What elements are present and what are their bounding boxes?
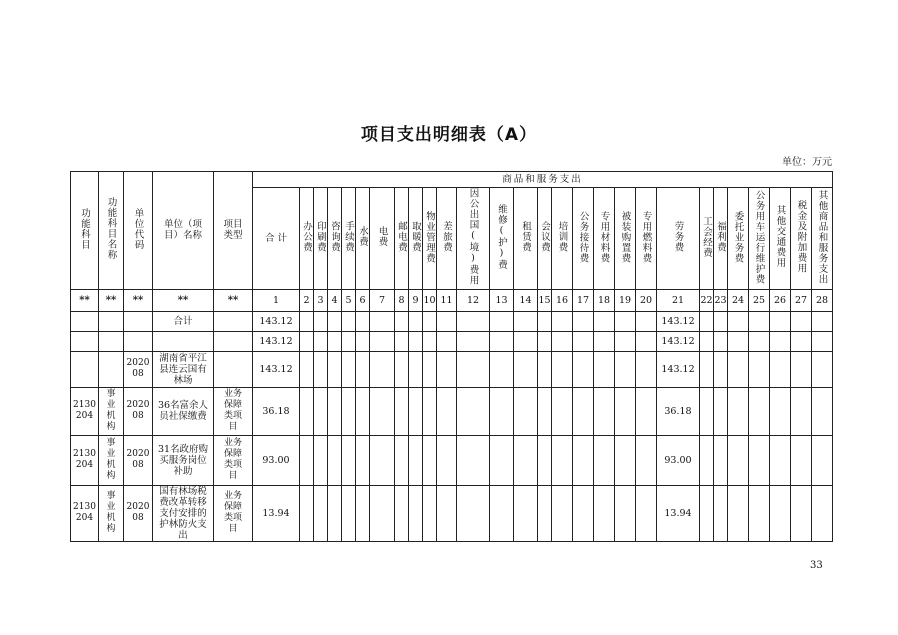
row-empty-cell [370, 485, 395, 541]
row-empty-cell [395, 387, 409, 435]
row-empty-cell [594, 435, 615, 485]
row-empty-cell [552, 351, 573, 387]
row-empty-cell [457, 387, 490, 435]
index-cell: 4 [328, 289, 342, 311]
row-empty-cell [356, 387, 370, 435]
row-empty-cell [300, 387, 314, 435]
row-empty-cell [573, 485, 594, 541]
row-empty-cell [342, 387, 356, 435]
row-empty-cell [457, 351, 490, 387]
header-col-6: 水费 [356, 188, 370, 290]
row-proj-type [214, 351, 253, 387]
row-empty-cell [328, 331, 342, 351]
row-proj-type: 业务保障类项目 [214, 435, 253, 485]
row-empty-cell [490, 485, 514, 541]
row-empty-cell [370, 435, 395, 485]
index-cell: 23 [714, 289, 728, 311]
row-empty-cell [490, 435, 514, 485]
row-empty-cell [615, 331, 636, 351]
expense-table [70, 171, 833, 542]
row-empty-cell [423, 387, 437, 435]
row-empty-cell [700, 351, 714, 387]
row-empty-cell [538, 485, 552, 541]
row-labor-fee: 13.94 [657, 485, 700, 541]
header-col-2: 办公费 [300, 188, 314, 290]
row-empty-cell [714, 435, 728, 485]
header-col-23: 福利费 [714, 188, 728, 290]
row-empty-cell [490, 387, 514, 435]
row-empty-cell [370, 387, 395, 435]
header-unit-name: 单位（项目）名称 [153, 172, 214, 290]
row-empty-cell [437, 485, 457, 541]
header-col-4: 咨询费 [328, 188, 342, 290]
row-func-code [71, 351, 99, 387]
row-func-code [71, 311, 99, 331]
row-empty-cell [594, 311, 615, 331]
row-empty-cell [395, 331, 409, 351]
row-empty-cell [538, 351, 552, 387]
row-empty-cell [573, 351, 594, 387]
row-empty-cell [370, 351, 395, 387]
row-empty-cell [552, 387, 573, 435]
index-cell: 13 [490, 289, 514, 311]
row-empty-cell [714, 387, 728, 435]
index-cell: 24 [728, 289, 749, 311]
row-empty-cell [615, 311, 636, 331]
row-empty-cell [573, 435, 594, 485]
header-col-12: 因公出国(境)费用 [457, 188, 490, 290]
row-unit-code: 202008 [124, 485, 153, 541]
row-empty-cell [749, 311, 770, 331]
row-empty-cell [714, 311, 728, 331]
index-cell: 18 [594, 289, 615, 311]
row-empty-cell [490, 331, 514, 351]
row-empty-cell [395, 435, 409, 485]
row-empty-cell [328, 485, 342, 541]
index-cell: 8 [395, 289, 409, 311]
header-func: 功能科目 [71, 172, 99, 290]
row-empty-cell [356, 485, 370, 541]
header-col-18: 专用材料费 [594, 188, 615, 290]
row-empty-cell [457, 311, 490, 331]
row-empty-cell [314, 485, 328, 541]
unit-label: 单位：万元 [782, 157, 832, 168]
row-empty-cell [314, 435, 328, 485]
row-empty-cell [552, 435, 573, 485]
index-cell: 27 [791, 289, 812, 311]
header-col-21: 劳务费 [657, 188, 700, 290]
row-empty-cell [728, 485, 749, 541]
row-total: 143.12 [253, 331, 300, 351]
row-empty-cell [728, 435, 749, 485]
row-empty-cell [409, 351, 423, 387]
row-empty-cell [457, 485, 490, 541]
row-unit-code: 202008 [124, 387, 153, 435]
index-cell: 25 [749, 289, 770, 311]
row-empty-cell [409, 311, 423, 331]
row-empty-cell [728, 351, 749, 387]
header-col-27: 税金及附加费用 [791, 188, 812, 290]
row-empty-cell [300, 351, 314, 387]
row-labor-fee: 143.12 [657, 311, 700, 331]
row-empty-cell [749, 435, 770, 485]
row-unit-name [153, 331, 214, 351]
table-row [71, 351, 833, 387]
row-empty-cell [573, 331, 594, 351]
row-empty-cell [552, 311, 573, 331]
row-empty-cell [395, 485, 409, 541]
index-row [71, 289, 833, 311]
header-col-8: 邮电费 [395, 188, 409, 290]
row-labor-fee: 143.12 [657, 331, 700, 351]
row-labor-fee: 36.18 [657, 387, 700, 435]
row-total: 93.00 [253, 435, 300, 485]
row-empty-cell [700, 435, 714, 485]
row-empty-cell [300, 485, 314, 541]
row-empty-cell [615, 485, 636, 541]
row-empty-cell [636, 331, 657, 351]
row-empty-cell [300, 435, 314, 485]
row-unit-name: 31名政府购买服务岗位补助 [153, 435, 214, 485]
row-empty-cell [395, 351, 409, 387]
header-col-26: 其他交通费用 [770, 188, 791, 290]
row-empty-cell [437, 387, 457, 435]
row-empty-cell [615, 351, 636, 387]
row-func-name [99, 311, 124, 331]
row-proj-type: 业务保障类项目 [214, 485, 253, 541]
row-func-code: 2130204 [71, 485, 99, 541]
index-cell: 16 [552, 289, 573, 311]
row-empty-cell [342, 351, 356, 387]
header-proj-type: 项目类型 [214, 172, 253, 290]
row-empty-cell [538, 435, 552, 485]
row-unit-code [124, 331, 153, 351]
header-group: 商品和服务支出 [253, 172, 833, 188]
row-empty-cell [423, 485, 437, 541]
row-empty-cell [300, 311, 314, 331]
row-empty-cell [749, 485, 770, 541]
row-empty-cell [728, 311, 749, 331]
index-cell: 5 [342, 289, 356, 311]
row-empty-cell [423, 311, 437, 331]
row-empty-cell [314, 311, 328, 331]
row-func-name [99, 351, 124, 387]
row-empty-cell [728, 387, 749, 435]
page-title: 项目支出明细表（A） [360, 125, 538, 145]
row-empty-cell [514, 485, 538, 541]
row-empty-cell [370, 331, 395, 351]
row-empty-cell [514, 311, 538, 331]
row-empty-cell [636, 387, 657, 435]
row-empty-cell [728, 331, 749, 351]
index-cell: 11 [437, 289, 457, 311]
row-empty-cell [812, 351, 833, 387]
row-empty-cell [514, 331, 538, 351]
row-empty-cell [437, 331, 457, 351]
row-unit-name: 36名富余人员社保缴费 [153, 387, 214, 435]
row-empty-cell [409, 435, 423, 485]
row-empty-cell [514, 387, 538, 435]
row-empty-cell [594, 387, 615, 435]
row-empty-cell [409, 331, 423, 351]
header-col-15: 会议费 [538, 188, 552, 290]
index-cell: 3 [314, 289, 328, 311]
row-empty-cell [328, 311, 342, 331]
row-empty-cell [636, 311, 657, 331]
row-empty-cell [552, 485, 573, 541]
page-number: 33 [810, 560, 823, 571]
row-empty-cell [791, 435, 812, 485]
row-empty-cell [573, 387, 594, 435]
row-empty-cell [328, 351, 342, 387]
row-total: 143.12 [253, 351, 300, 387]
row-empty-cell [791, 311, 812, 331]
row-empty-cell [594, 351, 615, 387]
header-col-7: 电费 [370, 188, 395, 290]
row-empty-cell [356, 311, 370, 331]
row-empty-cell [328, 435, 342, 485]
row-empty-cell [314, 331, 328, 351]
index-cell: 1 [253, 289, 300, 311]
row-empty-cell [328, 387, 342, 435]
index-cell: ** [124, 289, 153, 311]
row-empty-cell [314, 351, 328, 387]
row-empty-cell [409, 485, 423, 541]
row-empty-cell [812, 485, 833, 541]
row-empty-cell [812, 387, 833, 435]
header-col-11: 差旅费 [437, 188, 457, 290]
row-unit-name: 湖南省平江县连云国有林场 [153, 351, 214, 387]
row-empty-cell [594, 485, 615, 541]
row-empty-cell [423, 331, 437, 351]
header-col-25: 公务用车运行维护费 [749, 188, 770, 290]
row-empty-cell [770, 387, 791, 435]
row-empty-cell [791, 351, 812, 387]
row-proj-type [214, 331, 253, 351]
row-empty-cell [342, 331, 356, 351]
header-col-22: 工会经费 [700, 188, 714, 290]
header-col-14: 租赁费 [514, 188, 538, 290]
row-empty-cell [538, 311, 552, 331]
row-empty-cell [636, 485, 657, 541]
row-empty-cell [409, 387, 423, 435]
row-empty-cell [423, 435, 437, 485]
row-empty-cell [749, 387, 770, 435]
header-col-20: 专用燃料费 [636, 188, 657, 290]
row-empty-cell [714, 331, 728, 351]
header-total: 合 计 [253, 188, 300, 290]
row-unit-code: 202008 [124, 351, 153, 387]
row-func-name: 事业机构 [99, 435, 124, 485]
table-row [71, 387, 833, 435]
row-func-name: 事业机构 [99, 485, 124, 541]
row-empty-cell [314, 387, 328, 435]
row-empty-cell [749, 351, 770, 387]
index-cell: ** [214, 289, 253, 311]
index-cell: 14 [514, 289, 538, 311]
index-cell: 22 [700, 289, 714, 311]
row-empty-cell [791, 485, 812, 541]
row-empty-cell [370, 311, 395, 331]
row-empty-cell [615, 435, 636, 485]
table-row [71, 331, 833, 351]
row-empty-cell [770, 485, 791, 541]
index-cell: 9 [409, 289, 423, 311]
row-labor-fee: 143.12 [657, 351, 700, 387]
row-func-code [71, 331, 99, 351]
index-cell: 20 [636, 289, 657, 311]
index-cell: 26 [770, 289, 791, 311]
row-empty-cell [552, 331, 573, 351]
row-empty-cell [700, 311, 714, 331]
row-empty-cell [770, 311, 791, 331]
header-col-24: 委托业务费 [728, 188, 749, 290]
row-unit-name: 合计 [153, 311, 214, 331]
row-empty-cell [770, 435, 791, 485]
index-cell: 12 [457, 289, 490, 311]
row-empty-cell [615, 387, 636, 435]
row-empty-cell [342, 311, 356, 331]
row-empty-cell [538, 331, 552, 351]
index-cell: 6 [356, 289, 370, 311]
row-total: 36.18 [253, 387, 300, 435]
row-proj-type [214, 311, 253, 331]
row-empty-cell [437, 351, 457, 387]
row-func-name [99, 331, 124, 351]
row-empty-cell [437, 311, 457, 331]
row-empty-cell [594, 331, 615, 351]
row-empty-cell [714, 351, 728, 387]
index-cell: ** [71, 289, 99, 311]
row-empty-cell [514, 435, 538, 485]
index-cell: 15 [538, 289, 552, 311]
row-func-name: 事业机构 [99, 387, 124, 435]
header-col-16: 培训费 [552, 188, 573, 290]
index-cell: 7 [370, 289, 395, 311]
header-col-10: 物业管理费 [423, 188, 437, 290]
header-row-1 [71, 172, 833, 188]
row-empty-cell [395, 311, 409, 331]
row-total: 143.12 [253, 311, 300, 331]
table-row [71, 311, 833, 331]
row-empty-cell [342, 485, 356, 541]
row-empty-cell [700, 485, 714, 541]
row-unit-code [124, 311, 153, 331]
row-empty-cell [812, 331, 833, 351]
header-func-name: 功能科目名称 [99, 172, 124, 290]
row-empty-cell [437, 435, 457, 485]
index-cell: 28 [812, 289, 833, 311]
row-empty-cell [812, 435, 833, 485]
row-empty-cell [342, 435, 356, 485]
row-proj-type: 业务保障类项目 [214, 387, 253, 435]
header-col-19: 被装购置费 [615, 188, 636, 290]
header-unit-code: 单位代码 [124, 172, 153, 290]
row-empty-cell [770, 331, 791, 351]
row-empty-cell [300, 331, 314, 351]
row-empty-cell [356, 331, 370, 351]
row-empty-cell [514, 351, 538, 387]
row-empty-cell [490, 351, 514, 387]
row-empty-cell [749, 331, 770, 351]
row-empty-cell [770, 351, 791, 387]
row-labor-fee: 93.00 [657, 435, 700, 485]
index-cell: ** [153, 289, 214, 311]
row-empty-cell [700, 387, 714, 435]
row-empty-cell [573, 311, 594, 331]
row-empty-cell [812, 311, 833, 331]
index-cell: 21 [657, 289, 700, 311]
header-col-28: 其他商品和服务支出 [812, 188, 833, 290]
table-row [71, 485, 833, 541]
row-empty-cell [636, 351, 657, 387]
index-cell: 17 [573, 289, 594, 311]
row-total: 13.94 [253, 485, 300, 541]
header-col-13: 维修(护)费 [490, 188, 514, 290]
table-row [71, 435, 833, 485]
row-empty-cell [457, 331, 490, 351]
row-unit-name: 国有林场税费改革转移支付安排的护林防火支出 [153, 485, 214, 541]
row-unit-code: 202008 [124, 435, 153, 485]
header-col-3: 印刷费 [314, 188, 328, 290]
index-cell: 10 [423, 289, 437, 311]
row-empty-cell [714, 485, 728, 541]
row-empty-cell [791, 387, 812, 435]
header-col-17: 公务接待费 [573, 188, 594, 290]
header-col-9: 取暖费 [409, 188, 423, 290]
row-empty-cell [423, 351, 437, 387]
row-empty-cell [457, 435, 490, 485]
row-empty-cell [791, 331, 812, 351]
header-col-5: 手续费 [342, 188, 356, 290]
row-empty-cell [356, 351, 370, 387]
row-empty-cell [490, 311, 514, 331]
row-empty-cell [356, 435, 370, 485]
row-empty-cell [636, 435, 657, 485]
index-cell: 2 [300, 289, 314, 311]
index-cell: 19 [615, 289, 636, 311]
index-cell: ** [99, 289, 124, 311]
row-func-code: 2130204 [71, 435, 99, 485]
row-empty-cell [700, 331, 714, 351]
row-empty-cell [538, 387, 552, 435]
row-func-code: 2130204 [71, 387, 99, 435]
